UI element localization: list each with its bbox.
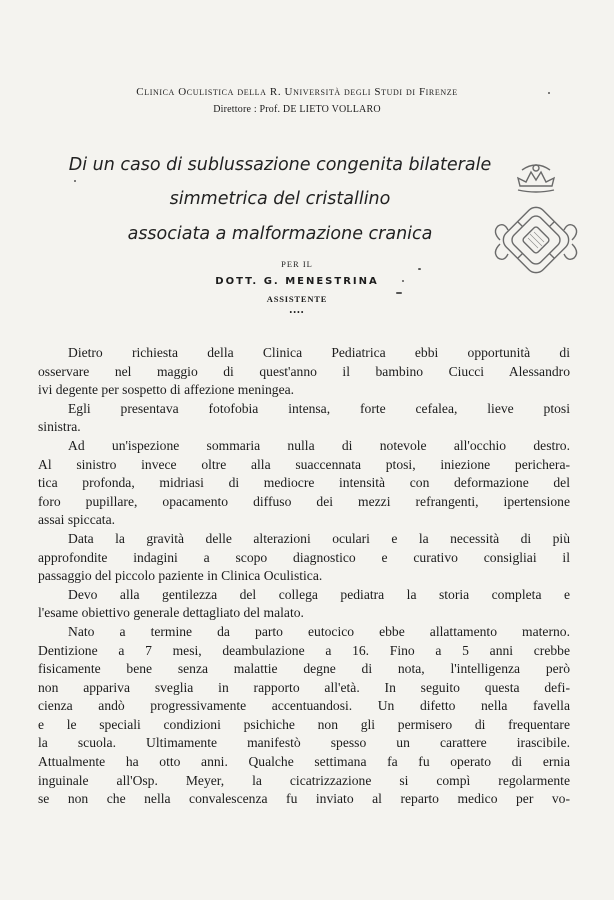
body-line: approfondite indagini a scopo diagnostico e curativo consigliai il — [38, 549, 570, 565]
author-role: ASSISTENTE — [266, 294, 328, 304]
crowned-knot-emblem-icon — [490, 148, 582, 286]
body-line: l'esame obiettivo generale dettagliato del malato. — [38, 605, 304, 621]
title-line-2: simmetrica del cristallino — [169, 189, 391, 209]
director-line: Direttore : Prof. DE LIETO VOLLARO — [213, 104, 381, 115]
body-line: passaggio del piccolo paziente in Clinica Oculistica. — [38, 568, 323, 584]
byline: PER IL — [281, 259, 313, 269]
body-line: Nato a termine da parto eutocico ebbe allattamento materno. — [68, 623, 570, 639]
body-line: Dietro richiesta della Clinica Pediatrica ebbi opportunità di — [68, 345, 570, 360]
body-line: inguinale all'Osp. Meyer, la cicatrizzazione si compì regolarmente — [38, 772, 570, 788]
body-line: tica profonda, midriasi di mediocre intensità con deformazione del — [38, 475, 570, 491]
body-line: Egli presentava fotofobia intensa, forte cefalea, lieve ptosi — [68, 400, 570, 416]
body-line: osservare nel maggio di quest'anno il bambino Ciucci Alessandro — [38, 363, 570, 379]
body-line: fisicamente bene senza malattie degne di nota, l'intelligenza però — [38, 661, 570, 677]
body-line: Ad un'ispezione sommaria nulla di notevole all'occhio destro. — [68, 437, 570, 453]
body-line: Data la gravità delle alterazioni oculari e la necessità di più — [68, 530, 570, 546]
body-line: se non che nella convalescenza fu inviato al reparto medico per vo- — [38, 791, 570, 807]
body-line: Al sinistro invece oltre alla suaccennata ptosi, iniezione pericherа- — [38, 456, 570, 472]
institution-header: Clinica Oculistica della R. Università degli Studi di Firenze — [136, 86, 458, 98]
body-line: Attualmente ha otto anni. Qualche settimana fa fu operato di ernia — [38, 754, 570, 770]
title-ornament: •••• — [289, 308, 305, 317]
body-line: foro pupillare, opacamento diffuso dei mezzi refrangenti, ipertensione — [38, 493, 570, 509]
body-line: sinistra. — [38, 419, 81, 435]
body-line: Dentizione a 7 mesi, deambulazione a 16. Fino a 5 anni crebbe — [38, 642, 570, 658]
body-line: e le speciali condizioni psichiche non gli permisero di frequentare — [38, 716, 570, 732]
body-text — [38, 344, 570, 809]
body-line: Devo alla gentilezza del collega pediatra la storia completa e — [68, 586, 570, 602]
title-line-3: associata a malformazione cranica — [127, 224, 433, 244]
body-line: ivi degente per sospetto di affezione meningea. — [38, 382, 295, 398]
body-line: cienza andò progressivamente accentuandosi. Un difetto nella favella — [38, 698, 570, 714]
body-line: non appariva sveglia in rapporto all'età. In seguito questa defi- — [38, 679, 570, 695]
author-name: DOTT. G. MENESTRINA — [215, 276, 379, 287]
title-line-1: Di un caso di sublussazione congenita bilaterale — [68, 155, 492, 175]
body-line: assai spiccata. — [38, 512, 115, 528]
body-line: la scuola. Ultimamente manifestò spesso un carattere irascibile. — [38, 735, 570, 751]
